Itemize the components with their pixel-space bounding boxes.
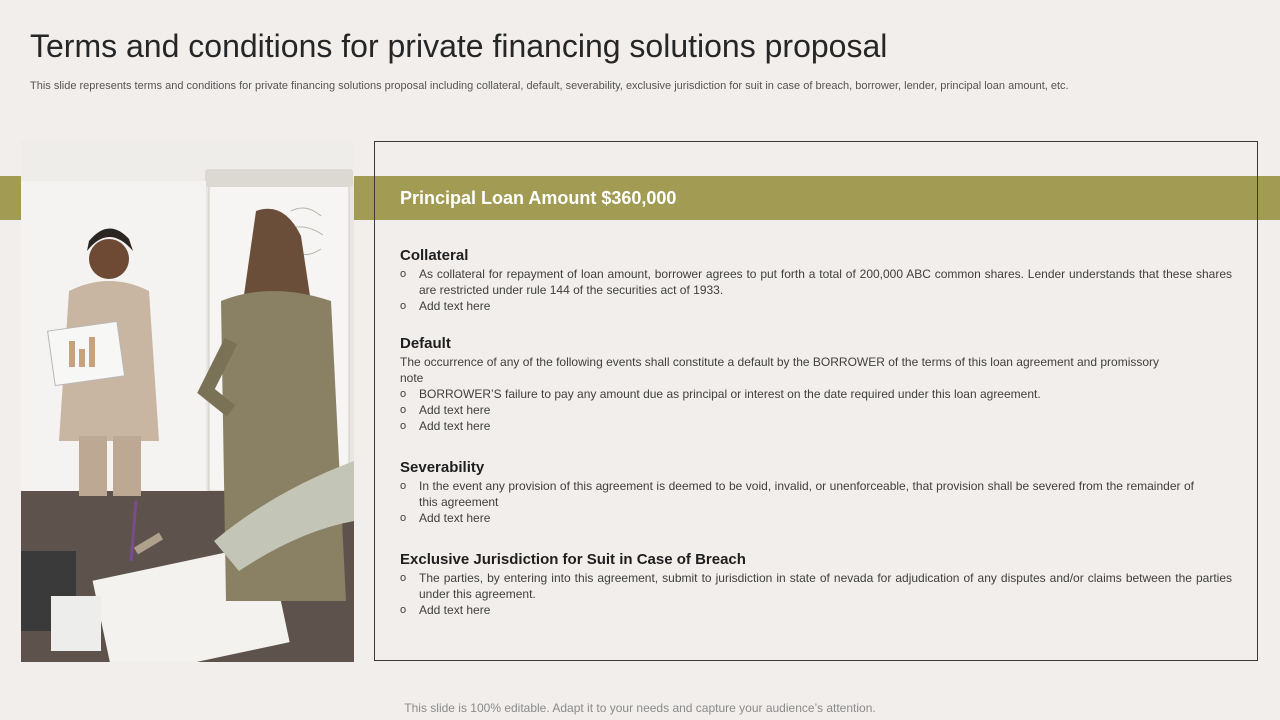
meeting-photo (21, 141, 354, 662)
bullet-icon: o (400, 572, 407, 584)
bullet-icon: o (400, 512, 407, 524)
bullet-icon: o (400, 604, 407, 616)
bullet-icon: o (400, 420, 407, 432)
principal-loan-amount: Principal Loan Amount $360,000 (400, 188, 677, 208)
default-section (400, 335, 1232, 434)
list-item: o Add text here (400, 511, 491, 525)
collateral-section (400, 247, 1232, 314)
footer-note: This slide is 100% editable. Adapt it to your needs and capture your audience’s attention. (404, 701, 876, 715)
bullet-icon: o (400, 480, 407, 492)
list-item: o Add text here (400, 419, 491, 433)
jurisdiction-section (400, 551, 1232, 618)
jurisdiction-list (400, 570, 1232, 618)
page-title: Terms and conditions for private financing solutions proposal (30, 28, 888, 64)
default-intro: The occurrence of any of the following events shall constitute a default by the BORROWER of the terms of this loan agreement and promissory note (400, 355, 1160, 385)
bullet-icon: o (400, 268, 407, 280)
default-heading: Default (400, 335, 451, 352)
list-item: o Add text here (400, 403, 491, 417)
bullet-icon: o (400, 404, 407, 416)
severability-list (400, 478, 1232, 526)
list-item: o Add text here (400, 299, 491, 313)
list-item: o In the event any provision of this agreement is deemed to be void, invalid, or unenforceable, that provision shall be severed from the remainder of this agreement (400, 479, 1194, 509)
page-subtitle: This slide represents terms and conditions for private financing solutions proposal including collateral, default, severability, exclusive jurisdiction for suit in case of breach, borrower, lender, principal loan amount, etc. (30, 80, 1069, 92)
bullet-icon: o (400, 388, 407, 400)
collateral-list (400, 266, 1232, 314)
jurisdiction-heading: Exclusive Jurisdiction for Suit in Case of Breach (400, 551, 746, 568)
list-item: o Add text here (400, 603, 491, 617)
meeting-photo-illustration (21, 141, 354, 662)
severability-section (400, 459, 1232, 526)
list-item: o BORROWER’S failure to pay any amount due as principal or interest on the date required under this loan agreement. (400, 387, 1041, 401)
default-list (400, 386, 1232, 434)
bullet-icon: o (400, 300, 407, 312)
collateral-heading: Collateral (400, 247, 469, 264)
severability-heading: Severability (400, 459, 485, 476)
terms-content (400, 247, 1232, 643)
list-item: o As collateral for repayment of loan amount, borrower agrees to put forth a total of 200,000 ABC common shares. Lender understands that these shares are restricted under rule 144 of the securities act of 1933. (400, 267, 1232, 297)
list-item: o The parties, by entering into this agreement, submit to jurisdiction in state of nevada for adjudication of any disputes and/or claims between the parties under this agreement. (400, 571, 1232, 601)
